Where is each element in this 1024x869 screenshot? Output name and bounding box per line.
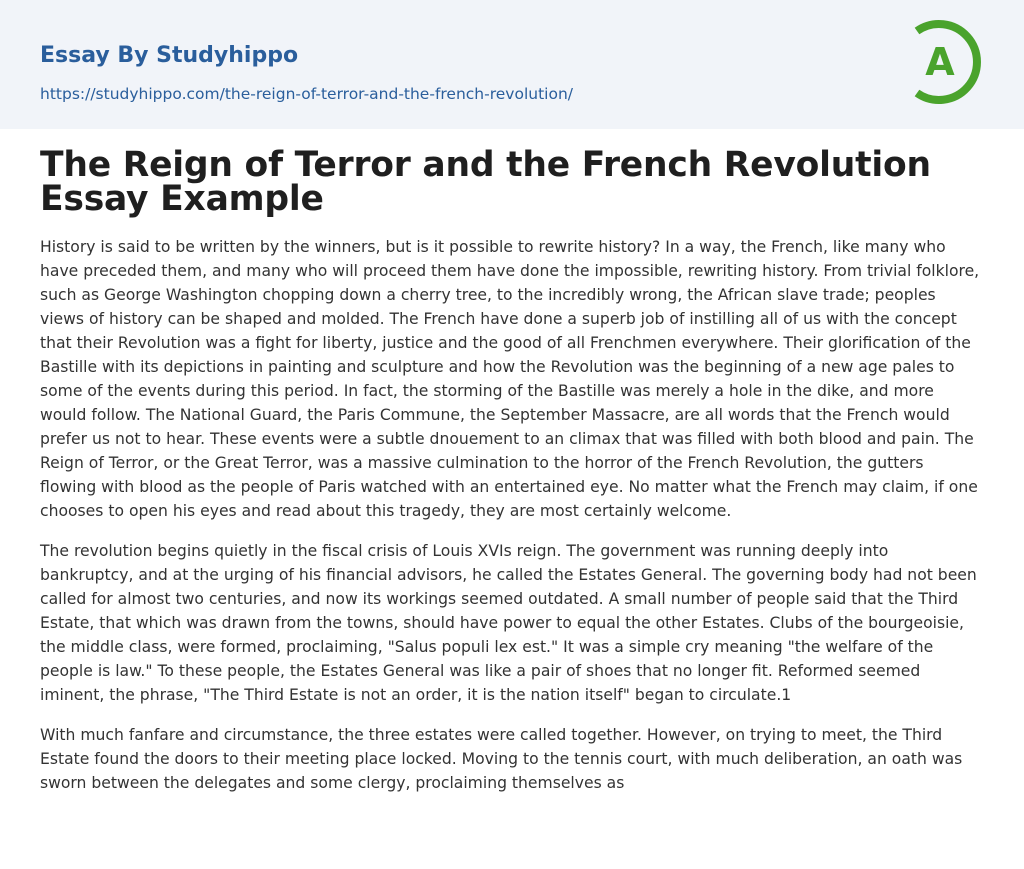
source-url-link[interactable]: https://studyhippo.com/the-reign-of-terror-and-the-french-revolution/: [40, 85, 573, 103]
essay-content: [40, 145, 984, 811]
essay-paragraph-2: The revolution begins quietly in the fiscal crisis of Louis XVIs reign. The government was running deeply into bankruptcy, and at the urging of his financial advisors, he called the Estates General. The governing body had not been called for almost two centuries, and now its workings seemed outdated. A small number of people said that the Third Estate, that which was drawn from the towns, should have power to equal the other Estates. Clubs of the bourgeoisie, the middle class, were formed, proclaiming, "Salus populi lex est." It was a simple cry meaning "the welfare of the people is law." To these people, the Estates General was like a pair of shoes that no longer fit. Reformed seemed iminent, the phrase, "The Third Estate is not an order, it is the nation itself" began to circulate.1: [40, 542, 977, 704]
essay-title: The Reign of Terror and the French Revolution Essay Example: [40, 145, 931, 219]
essay-paragraph-1: History is said to be written by the winners, but is it possible to rewrite history? In a way, the French, like many who have preceded them, and many who will proceed them have done the impossible, rewriting history. From trivial folklore, such as George Washington chopping down a cherry tree, to the incredibly wrong, the African slave trade; peoples views of history can be shaped and molded. The French have done a superb job of instilling all of us with the concept that their Revolution was a fight for liberty, justice and the good of all Frenchmen everywhere. Their glorification of the Bastille with its depictions in painting and sculpture and how the Revolution was the beginning of a new age pales to some of the events during this period. In fact, the storming of the Bastille was merely a hole in the dike, and more would follow. The National Guard, the Paris Commune, the September Massacre, are all words that the French would prefer us not to hear. These events were a subtle dnouement to an climax that was filled with both blood and pain. The Reign of Terror, or the Great Terror, was a massive culmination to the horror of the French Revolution, the gutters flowing with blood as the people of Paris watched with an entertained eye. No matter what the French may claim, if one chooses to open his eyes and read about this tragedy, they are most certainly welcome.: [40, 238, 980, 520]
site-title: Essay By Studyhippo: [40, 43, 299, 68]
essay-paragraph-3: With much fanfare and circumstance, the three estates were called together. However, on trying to meet, the Third Estate found the doors to their meeting place locked. Moving to the tennis court, with much deliberation, an oath was sworn between the delegates and some clergy, proclaiming themselves as: [40, 726, 963, 792]
logo-letter: A: [925, 40, 955, 84]
site-header: [0, 0, 1024, 129]
studyhippo-logo-icon[interactable]: [910, 18, 988, 106]
